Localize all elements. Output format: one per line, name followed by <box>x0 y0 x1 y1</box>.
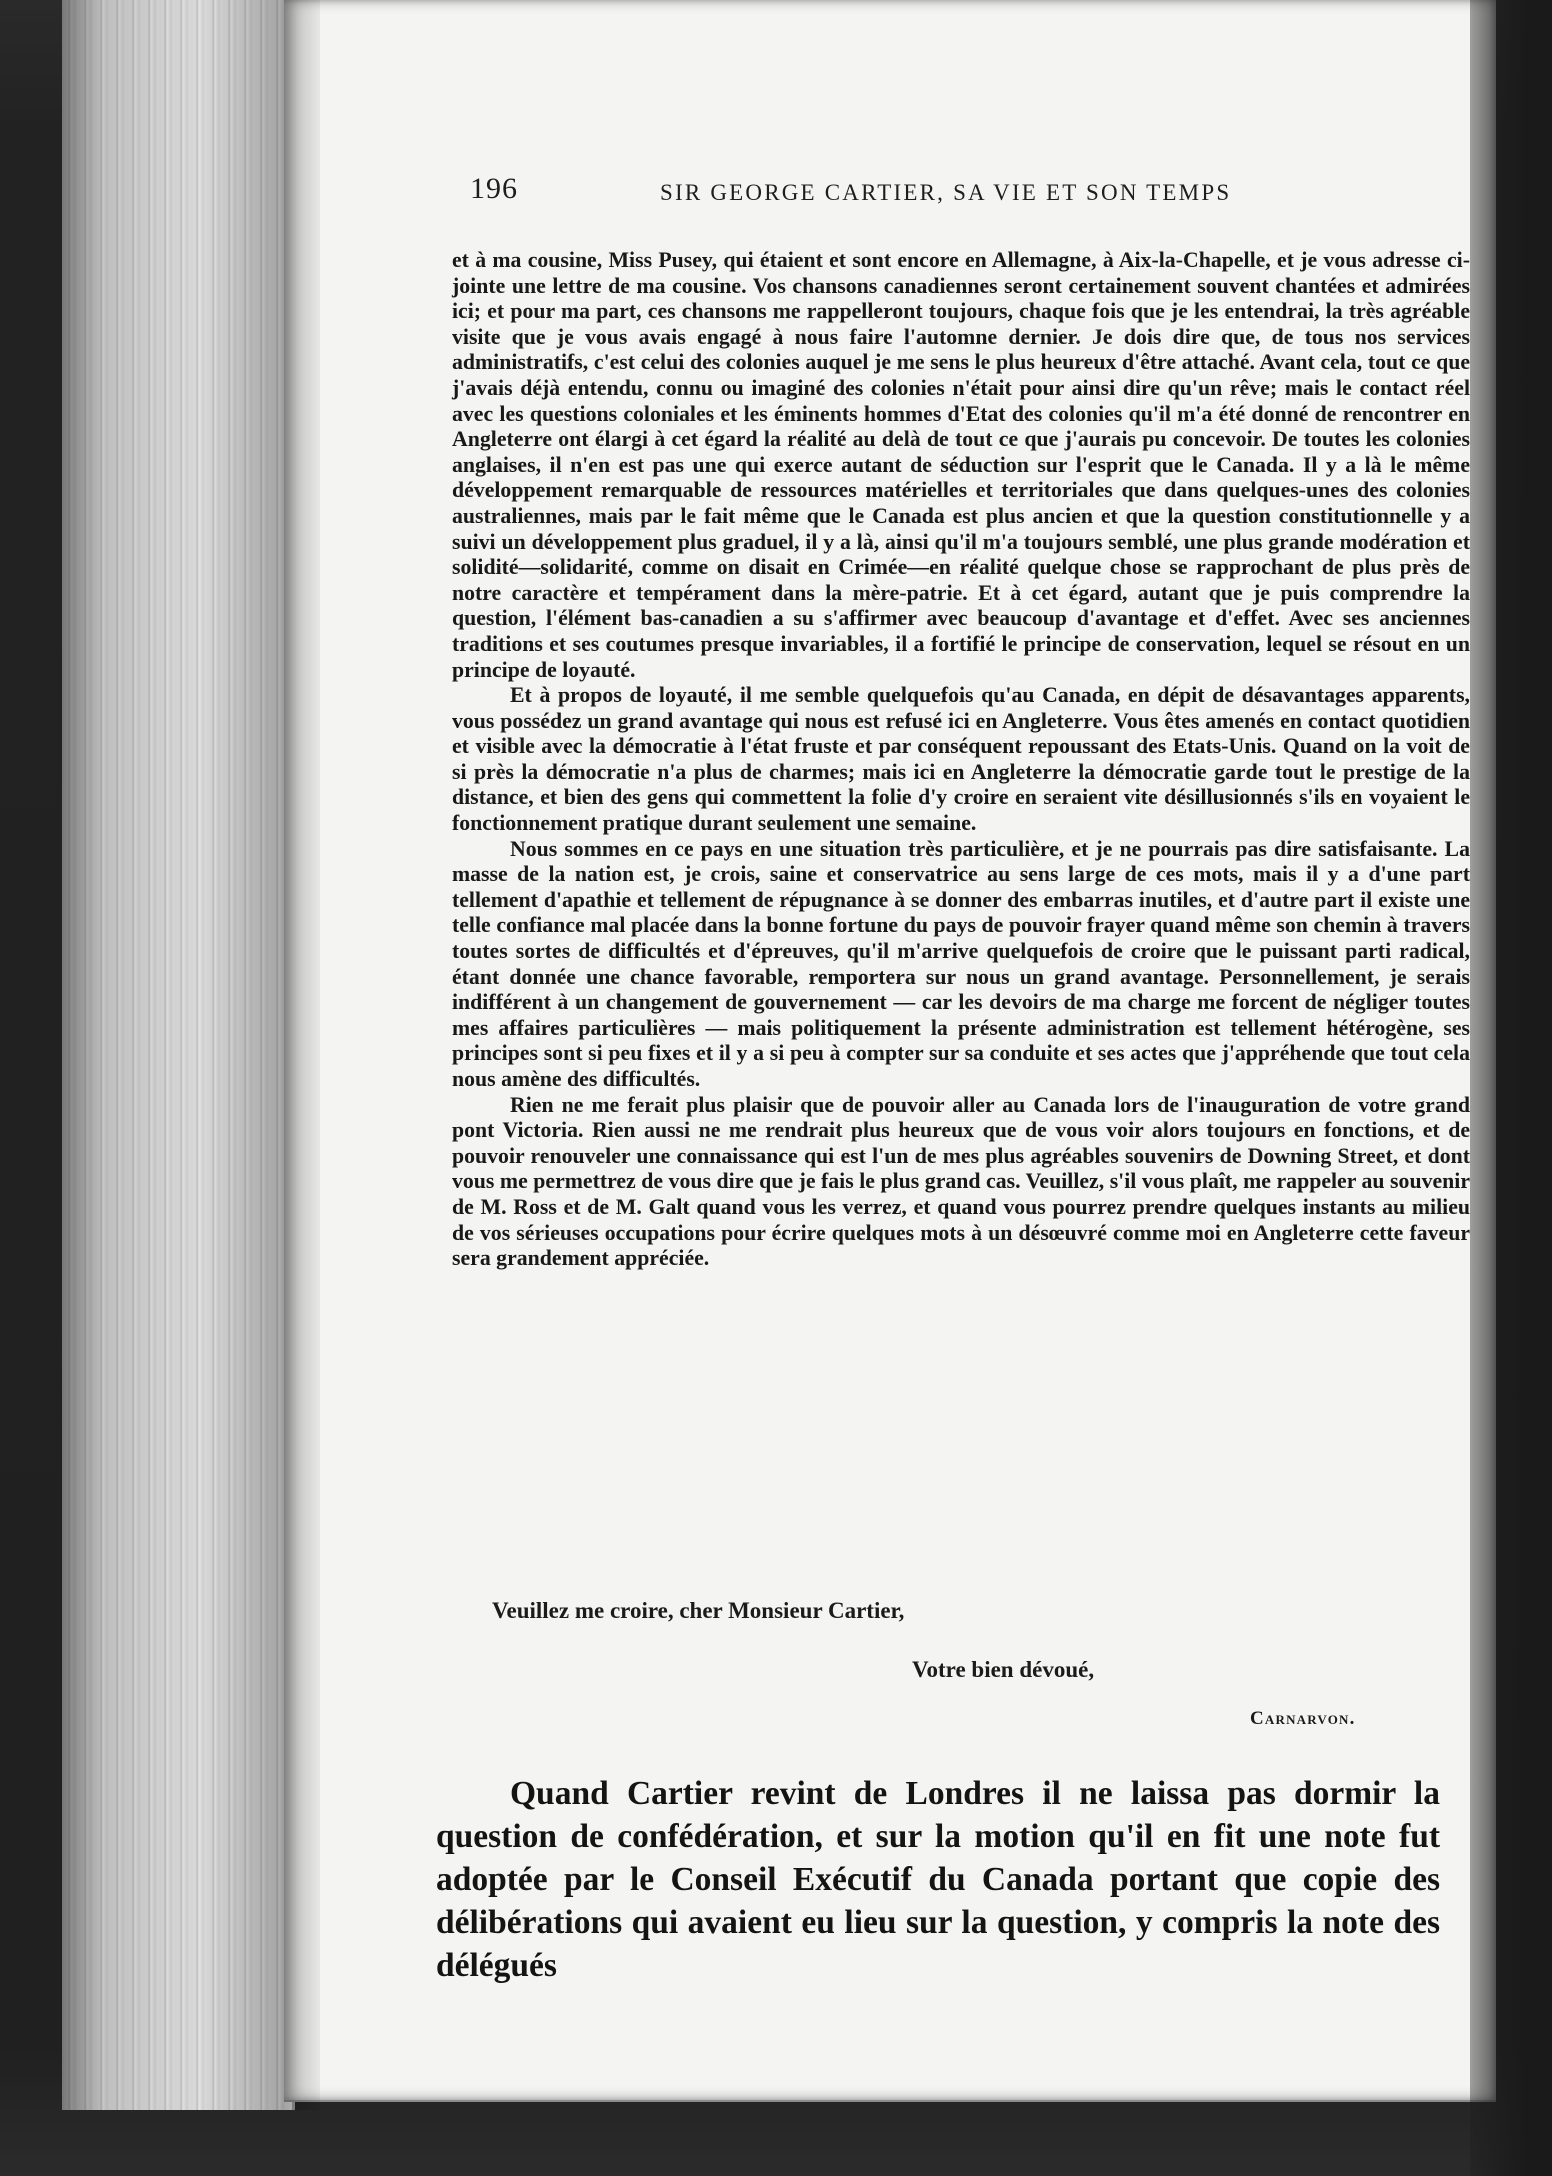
running-title: SIR GEORGE CARTIER, SA VIE ET SON TEMPS <box>660 180 1232 205</box>
page-number: 196 <box>470 172 518 205</box>
letter-closing: Veuillez me croire, cher Monsieur Cartier, <box>492 1598 905 1623</box>
letter-signature: Carnarvon. <box>1250 1708 1356 1729</box>
letter-body <box>452 248 1470 1272</box>
narrative-text <box>436 1772 1440 1987</box>
letter-paragraph: Et à propos de loyauté, il me semble quelquefois qu'au Canada, en dépit de désavantages apparents, vous possédez un grand avantage qui nous est refusé ici en Angleterre. Vous êtes amenés en contact quotidien et visible avec la démocratie à l'état fruste et par conséquent repoussant des Etats-Unis. Quand on la voit de si près la démocratie n'a plus de charmes; mais ici en Angleterre la démocratie garde tout le prestige de la distance, et bien des gens qui commettent la folie d'y croire en seraient vite désillusionnés s'ils en voyaient le fonctionnement pratique durant seulement une semaine. <box>452 683 1470 836</box>
letter-valediction: Votre bien dévoué, <box>912 1657 1095 1682</box>
letter-paragraph: Nous sommes en ce pays en une situation très particulière, et je ne pourrais pas dire satisfaisante. La masse de la nation est, je crois, saine et conservatrice au sens large de ces mots, mais il y a d'une part tellement d'apathie et tellement de répugnance à se donner des embarras inutiles, et d'autre part il existe une telle confiance mal placée dans la bonne fortune du pays de pouvoir frayer quand même son chemin à travers toutes sortes de difficultés et d'épreuves, qu'il m'arrive quelquefois de croire que le puissant parti radical, étant donnée une chance favorable, remportera sur nous un grand avantage. Personnellement, je serais indifférent à un changement de gouvernement — car les devoirs de ma charge me forcent de négliger toutes mes affaires particulières — mais politiquement la présente administration est tellement hétérogène, ses principes sont si peu fixes et il y a si peu à compter sur sa conduite et ses actes que j'appréhende que tout cela nous amène des difficultés. <box>452 836 1470 1091</box>
right-edge-shadow <box>1470 0 1552 2176</box>
narrative-paragraph: Quand Cartier revint de Londres il ne laissa pas dormir la question de confédération, et sur la motion qu'il en fit une note fut adoptée par le Conseil Exécutif du Canada portant que copie des délibérations qui avaient eu lieu sur la question, y compris la note des délégués <box>436 1775 1440 1984</box>
letter-paragraph: et à ma cousine, Miss Pusey, qui étaient et sont encore en Allemagne, à Aix-la-Chapelle, et je vous adresse ci-jointe une lettre de ma cousine. Vos chansons canadiennes seront certainement souvent chantées et admirées ici; et pour ma part, ces chansons me rappelleront toujours, chaque fois que je les entendrai, la très agréable visite que je vous avais engagé à nous faire l'automne dernier. Je dois dire que, de tous nos services administratifs, c'est celui des colonies auquel je me sens le plus heureux d'être attaché. Avant cela, tout ce que j'avais déjà entendu, connu ou imaginé des colonies n'était pour ainsi dire qu'un rêve; mais le contact réel avec les questions coloniales et les éminents hommes d'Etat des colonies qu'il m'a été donné de rencontrer en Angleterre ont élargi à cet égard la réalité au delà de tout ce que j'aurais pu concevoir. De toutes les colonies anglaises, il n'en est pas une qui exerce autant de séduction sur l'esprit que le Canada. Il y a là le même développement remarquable de ressources matérielles et territoriales que dans quelques-unes des colonies australiennes, mais par le fait même que le Canada est plus ancien et que la question constitutionnelle y a suivi un développement plus graduel, il y a là, ainsi qu'il m'a toujours semblé, une plus grande modération et solidité—solidarité, comme on disait en Crimée—en réalité quelque chose se rapprochant de plus près de notre caractère et tempérament dans la mère-patrie. Et à cet égard, autant que je puis comprendre la question, l'élément bas-canadien a su s'affirmer avec beaucoup d'avantage et d'effet. Avec ses anciennes traditions et ses coutumes presque invariables, il a fortifié le principe de conservation, lequel se résout en un principe de loyauté. <box>452 248 1470 682</box>
gutter-shadow <box>200 0 320 2110</box>
running-head <box>470 172 1370 212</box>
letter-paragraph: Rien ne me ferait plus plaisir que de pouvoir aller au Canada lors de l'inauguration de votre grand pont Victoria. Rien aussi ne me rendrait plus heureux que de vous voir alors toujours en fonctions, et de pouvoir renouveler une connaissance qui est l'un de mes plus agréables souvenirs de Downing Street, et dont vous me permettrez de vous dire que je fais le plus grand cas. Veuillez, s'il vous plaît, me rappeler au souvenir de M. Ross et de M. Galt quand vous les verrez, et quand vous pourrez prendre quelques instants au milieu de vos sérieuses occupations pour écrire quelques mots à un désœuvré comme moi en Angleterre cette faveur sera grandement appréciée. <box>452 1092 1470 1271</box>
